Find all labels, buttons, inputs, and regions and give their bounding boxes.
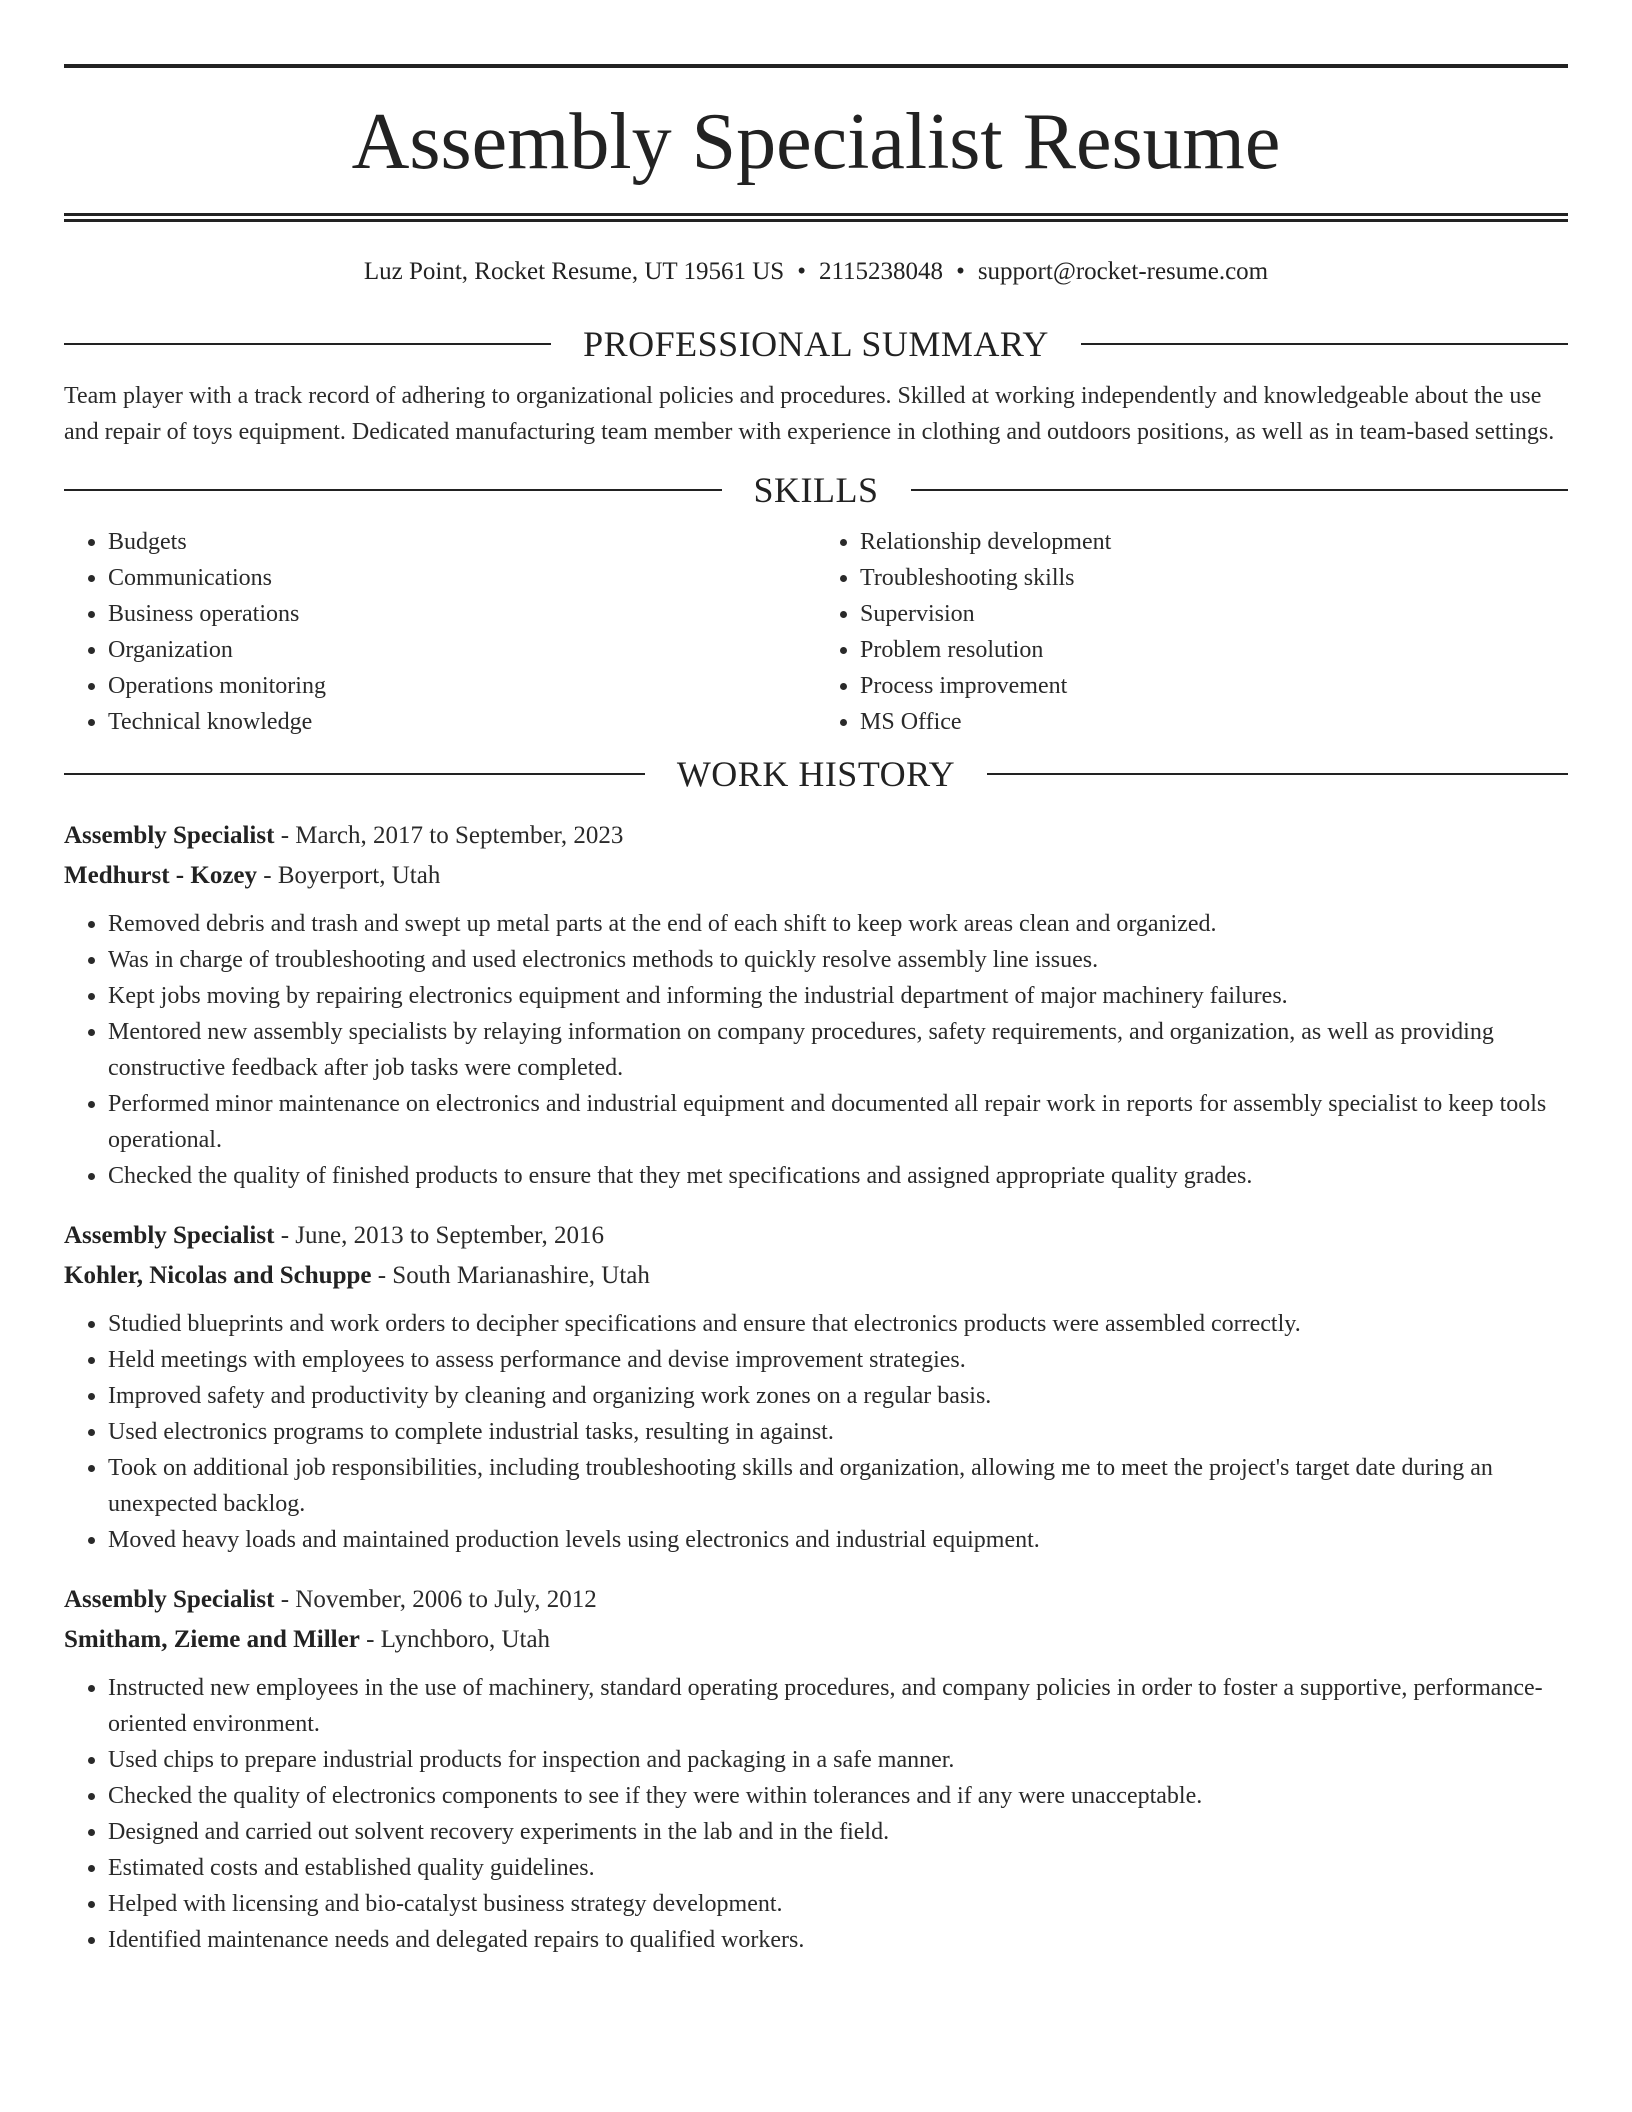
section-rule-left	[64, 489, 722, 491]
section-rule-left	[64, 343, 551, 345]
job-company: Medhurst - Kozey	[64, 862, 258, 889]
job-entry	[64, 816, 1568, 1194]
job-bullet: • Kept jobs moving by repairing electronics equipment and informing the industrial department of major machinery failures.	[108, 978, 1568, 1014]
section-rule-right	[987, 773, 1568, 775]
job-bullet: • Identified maintenance needs and delegated repairs to qualified workers.	[108, 1922, 1568, 1958]
skill-item: • Communications	[108, 560, 816, 596]
skills-section-header	[64, 470, 1568, 510]
job-company-line	[64, 1620, 1568, 1660]
skills-heading: SKILLS	[753, 470, 879, 510]
job-bullet: • Mentored new assembly specialists by relaying information on company procedures, safety requirements, and organization, as well as providing constructive feedback after job tasks were completed.	[108, 1014, 1568, 1086]
job-bullet: • Helped with licensing and bio-catalyst business strategy development.	[108, 1886, 1568, 1922]
contact-address: Luz Point, Rocket Resume, UT 19561 US	[363, 258, 785, 285]
skill-item: • Organization	[108, 632, 816, 668]
job-company-line	[64, 856, 1568, 896]
skill-item: • MS Office	[860, 704, 1568, 740]
skill-item: • Budgets	[108, 524, 816, 560]
skill-item: • Process improvement	[860, 668, 1568, 704]
summary-text: Team player with a track record of adhering to organizational policies and procedures. Skilled at working independently and knowledgeable about the use and repair of toys equipment. Dedicated manufacturing team member with experience in clothing and outdoors positions, as well as in team-based settings.	[64, 383, 1555, 445]
job-dates: - March, 2017 to September, 2023	[274, 822, 624, 849]
section-rule-right	[911, 489, 1569, 491]
job-entry	[64, 1216, 1568, 1558]
job-bullets	[64, 906, 1568, 1194]
skill-item: • Relationship development	[860, 524, 1568, 560]
skills-list	[64, 524, 1568, 740]
job-location: - South Marianashire, Utah	[371, 1262, 650, 1289]
job-title: Assembly Specialist	[64, 1222, 275, 1249]
job-bullets	[64, 1670, 1568, 1958]
contact-email: support@rocket-resume.com	[977, 258, 1269, 285]
job-company: Kohler, Nicolas and Schuppe	[64, 1262, 372, 1289]
job-dates: - June, 2013 to September, 2016	[274, 1222, 604, 1249]
skills-column-right	[816, 524, 1568, 740]
job-bullet: • Removed debris and trash and swept up metal parts at the end of each shift to keep work areas clean and organized.	[108, 906, 1568, 942]
job-bullet: • Held meetings with employees to assess performance and devise improvement strategies.	[108, 1342, 1568, 1378]
work-section-header	[64, 754, 1568, 794]
contact-separator: •	[956, 258, 965, 285]
contact-phone: 2115238048	[818, 258, 944, 285]
job-bullet: • Took on additional job responsibilities, including troubleshooting skills and organization, allowing me to meet the project's target date during an unexpected backlog.	[108, 1450, 1568, 1522]
job-bullet: • Checked the quality of electronics components to see if they were within tolerances and if any were unacceptable.	[108, 1778, 1568, 1814]
work-heading: WORK HISTORY	[676, 754, 956, 794]
job-bullet: • Studied blueprints and work orders to decipher specifications and ensure that electronics products were assembled correctly.	[108, 1306, 1568, 1342]
job-bullet: • Instructed new employees in the use of machinery, standard operating procedures, and company policies in order to foster a supportive, performance-oriented environment.	[108, 1670, 1568, 1742]
skill-item: • Operations monitoring	[108, 668, 816, 704]
summary-heading: PROFESSIONAL SUMMARY	[583, 324, 1049, 364]
job-bullet: • Designed and carried out solvent recovery experiments in the lab and in the field.	[108, 1814, 1568, 1850]
job-company: Smitham, Zieme and Miller	[64, 1626, 360, 1653]
skill-item: • Business operations	[108, 596, 816, 632]
section-rule-right	[1081, 343, 1568, 345]
job-bullet: • Checked the quality of finished products to ensure that they met specifications and assigned appropriate quality grades.	[108, 1158, 1568, 1194]
job-location: - Boyerport, Utah	[257, 862, 441, 889]
section-rule-left	[64, 773, 645, 775]
job-bullet: • Used chips to prepare industrial products for inspection and packaging in a safe manner.	[108, 1742, 1568, 1778]
job-bullet: • Was in charge of troubleshooting and used electronics methods to quickly resolve assembly line issues.	[108, 942, 1568, 978]
job-title-line	[64, 816, 1568, 856]
skill-item: • Supervision	[860, 596, 1568, 632]
job-title-line	[64, 1580, 1568, 1620]
title-double-rule	[64, 213, 1568, 222]
job-bullet: • Performed minor maintenance on electronics and industrial equipment and documented all repair work in reports for assembly specialist to keep tools operational.	[108, 1086, 1568, 1158]
job-bullet: • Used electronics programs to complete industrial tasks, resulting in against.	[108, 1414, 1568, 1450]
skill-item: • Technical knowledge	[108, 704, 816, 740]
skill-item: • Troubleshooting skills	[860, 560, 1568, 596]
skill-item: • Problem resolution	[860, 632, 1568, 668]
job-entry	[64, 1580, 1568, 1958]
job-dates: - November, 2006 to July, 2012	[274, 1586, 597, 1613]
job-bullets	[64, 1306, 1568, 1558]
job-bullet: • Moved heavy loads and maintained production levels using electronics and industrial equipment.	[108, 1522, 1568, 1558]
job-bullet: • Improved safety and productivity by cleaning and organizing work zones on a regular basis.	[108, 1378, 1568, 1414]
summary-section-header	[64, 324, 1568, 364]
job-bullet: • Estimated costs and established quality guidelines.	[108, 1850, 1568, 1886]
job-location: - Lynchboro, Utah	[359, 1626, 551, 1653]
job-title: Assembly Specialist	[64, 822, 275, 849]
contact-separator: •	[797, 258, 806, 285]
job-company-line	[64, 1256, 1568, 1296]
resume-title: Assembly Specialist Resume	[351, 98, 1281, 186]
contact-line	[64, 256, 1568, 288]
job-title: Assembly Specialist	[64, 1586, 275, 1613]
skills-column-left	[64, 524, 816, 740]
job-title-line	[64, 1216, 1568, 1256]
